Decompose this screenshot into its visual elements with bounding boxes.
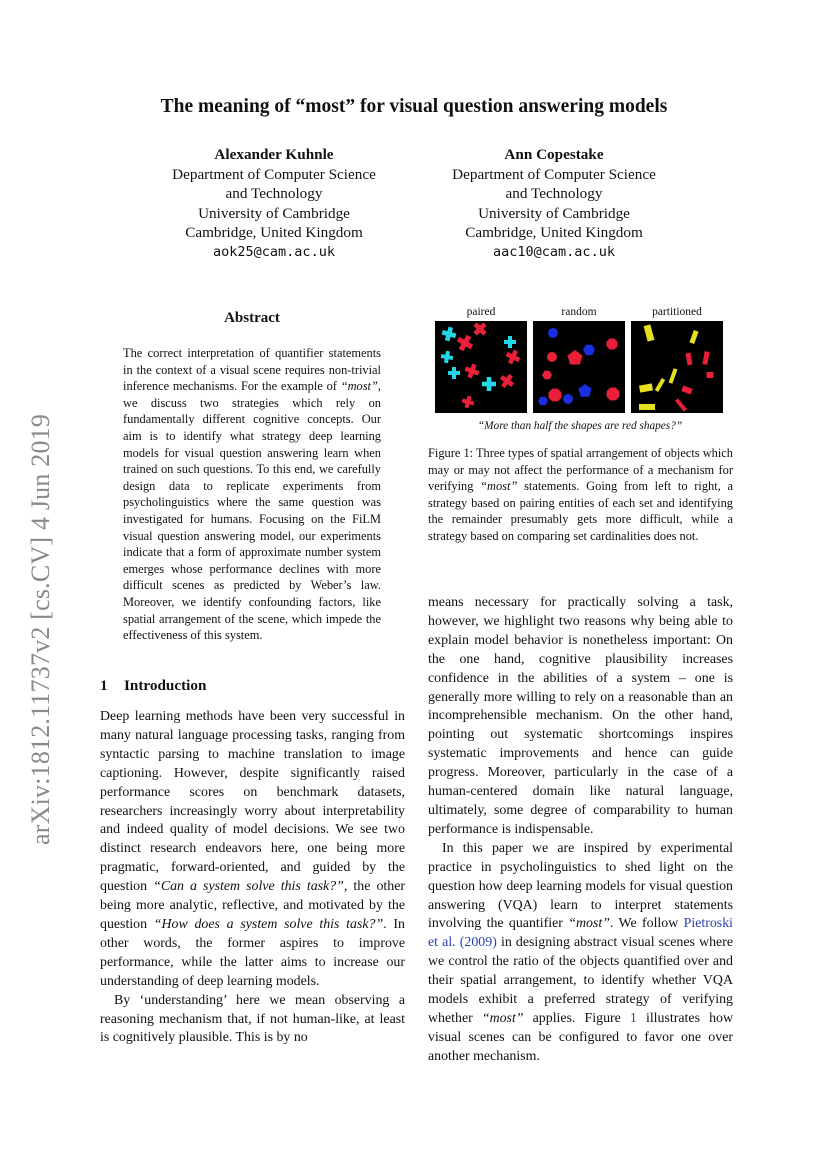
rectangle-shape <box>707 372 714 378</box>
panel-label: random <box>561 306 597 318</box>
figure-caption: Figure 1: Three types of spatial arrangement of objects which may or may not affect the performance of a mechanism for verifying “most” statements. Going from left to right, a strategy based on pairing entities of each set and identifying the remainder presumably gets more difficult, while a strategy based on comparing set cardinalities does not. <box>428 446 733 543</box>
author-univ: University of Cambridge <box>478 204 630 222</box>
cross-shape <box>440 325 457 342</box>
rectangle-shape <box>669 368 678 383</box>
circle-shape <box>563 394 573 404</box>
author-name: Alexander Kuhnle <box>214 146 334 163</box>
polygon-shape <box>542 371 552 380</box>
author-dept: Department of Computer Science <box>452 165 656 183</box>
cross-shape <box>504 336 516 348</box>
scene-image-random <box>533 321 625 413</box>
author-block-copestake <box>414 145 694 263</box>
author-email: aok25@cam.ac.uk <box>213 243 335 260</box>
figure-panel-partitioned <box>631 306 723 413</box>
scene-image-partitioned <box>631 321 723 413</box>
rectangle-shape <box>681 385 692 394</box>
polygon-shape <box>549 389 562 402</box>
abstract-heading: Abstract <box>224 310 280 326</box>
rectangle-shape <box>685 353 692 366</box>
polygon-shape <box>583 345 595 355</box>
figure-ref-link[interactable]: 1 <box>629 1010 637 1026</box>
cross-shape <box>482 377 496 391</box>
paragraph: By ‘understanding’ here we mean observing a reasoning mechanism that, if not human-like, at least is cognitively plausible. This is by no <box>100 992 405 1046</box>
paper-title: The meaning of “most” for visual question answering models <box>160 96 668 117</box>
citation-link[interactable]: Pietroski et al. (2009) <box>428 916 733 951</box>
cross-shape <box>504 348 523 367</box>
figure-question: “More than half the shapes are red shapes?” <box>477 420 683 432</box>
cross-shape <box>461 395 476 410</box>
author-univ: University of Cambridge <box>198 204 350 222</box>
abstract-text: The correct interpretation of quantifier statements in the context of a visual scene requires non-trivial inference mechanisms. For the example of <box>123 346 381 394</box>
circle-shape <box>547 352 557 362</box>
polygon-shape <box>606 338 617 349</box>
author-email: aac10@cam.ac.uk <box>493 243 615 260</box>
paragraph: In this paper we are inspired by experimental practice in psycholinguistics to shed light on the question how deep learning models for visual question answering (VQA) learn to interpret statements involving the quantifier “most”. We follow Pietroski et al. (2009) in designing abstract visual scenes where we control the ratio of the objects quantified over and their spatial arrangement, to identify whether VQA models exhibit a preferred strategy of verifying whether “most” applies. Figure 1 illustrates how visual scenes can be configured to favor one over another mechanism. <box>428 840 734 1064</box>
author-dept: Department of Computer Science <box>172 165 376 183</box>
panel-label: paired <box>466 306 496 318</box>
rectangle-shape <box>655 378 665 392</box>
author-block-kuhnle <box>134 145 414 263</box>
rectangle-shape <box>644 324 655 341</box>
cross-shape <box>463 362 481 380</box>
abstract-body <box>123 345 381 644</box>
paragraph: means necessary for practically solving a task, however, we highlight two reasons why being able to explain model behavior is nonetheless important: On the one hand, cognitive plausibility increases confidence in the abilities of a system – one is generally more willing to rely on a reasonable than an incomprehensible mechanism. On the other hand, pointing out systematic shortcomings inspires systematic improvements and hence can guide progress. Moreover, particularly in the case of a human-centered domain like natural language, ultimately, some degree of comparability to human performance is indispensable. <box>428 595 733 837</box>
pentagon-shape <box>578 384 591 397</box>
abstract-emphasis: “most” <box>340 379 378 394</box>
arxiv-stamp: arXiv:1812.11737v2 [cs.CV] 4 Jun 2019 <box>26 413 55 845</box>
figure-panel-random <box>533 306 625 413</box>
section-title: Introduction <box>124 677 207 694</box>
cross-shape <box>497 371 516 390</box>
rectangle-shape <box>702 351 709 365</box>
circle-shape <box>548 328 558 338</box>
figure-1 <box>435 306 725 432</box>
cross-shape <box>440 350 454 364</box>
cross-shape <box>454 332 476 354</box>
section-number: 1 <box>100 677 108 694</box>
cross-shape <box>470 321 490 339</box>
left-column-body <box>100 708 405 1048</box>
rectangle-shape <box>639 404 655 410</box>
polygon-shape <box>607 388 620 401</box>
scene-image-paired <box>435 321 527 413</box>
cross-shape <box>448 367 460 379</box>
pentagon-shape <box>567 350 582 365</box>
author-city: Cambridge, United Kingdom <box>185 224 363 242</box>
right-column-body <box>428 594 733 1067</box>
abstract-text: , we discuss two strategies which rely on fundamentally different cognitive concepts. Our aim is to identify what strategy deep learning models for visual question answering learn when trained on such questions. To this end, we carefully design data to replicate experiments from psycholinguistics where the same question was investigated for humans. Focusing on the FiLM visual question answering model, our experiments indicate that a form of approximate number system emerges whose performance declines with more difficult scenes as predicted by Weber’s law. Moreover, we identify confounding factors, like spatial arrangement of the scene, which impede the effectiveness of this system. <box>123 379 381 643</box>
section-heading <box>100 677 206 695</box>
author-dept-2: and Technology <box>225 185 323 203</box>
paragraph: Deep learning methods have been very successful in many natural language processing tasks, ranging from syntactic parsing to machine translation to image captioning. However, despite significantly raised performance scores on benchmark datasets, researchers increasingly worry about interpretability and indeed quality of model decisions. We see two distinct research endeavors here, one being more pragmatic, forward-oriented, and guided by the question “Can a system solve this task?”, the other being more analytic, reflective, and motivated by the question “How does a system solve this task?”. In other words, the former aspires to improve performance, while the latter aims to increase our understanding of deep learning models. <box>100 709 405 989</box>
rectangle-shape <box>689 330 698 344</box>
figure-panel-paired <box>435 306 527 413</box>
polygon-shape <box>538 397 548 406</box>
author-city: Cambridge, United Kingdom <box>465 224 643 242</box>
panel-label: partitioned <box>652 306 702 318</box>
rectangle-shape <box>675 398 687 411</box>
author-dept-2: and Technology <box>505 185 603 203</box>
author-name: Ann Copestake <box>504 146 604 163</box>
rectangle-shape <box>639 383 653 392</box>
